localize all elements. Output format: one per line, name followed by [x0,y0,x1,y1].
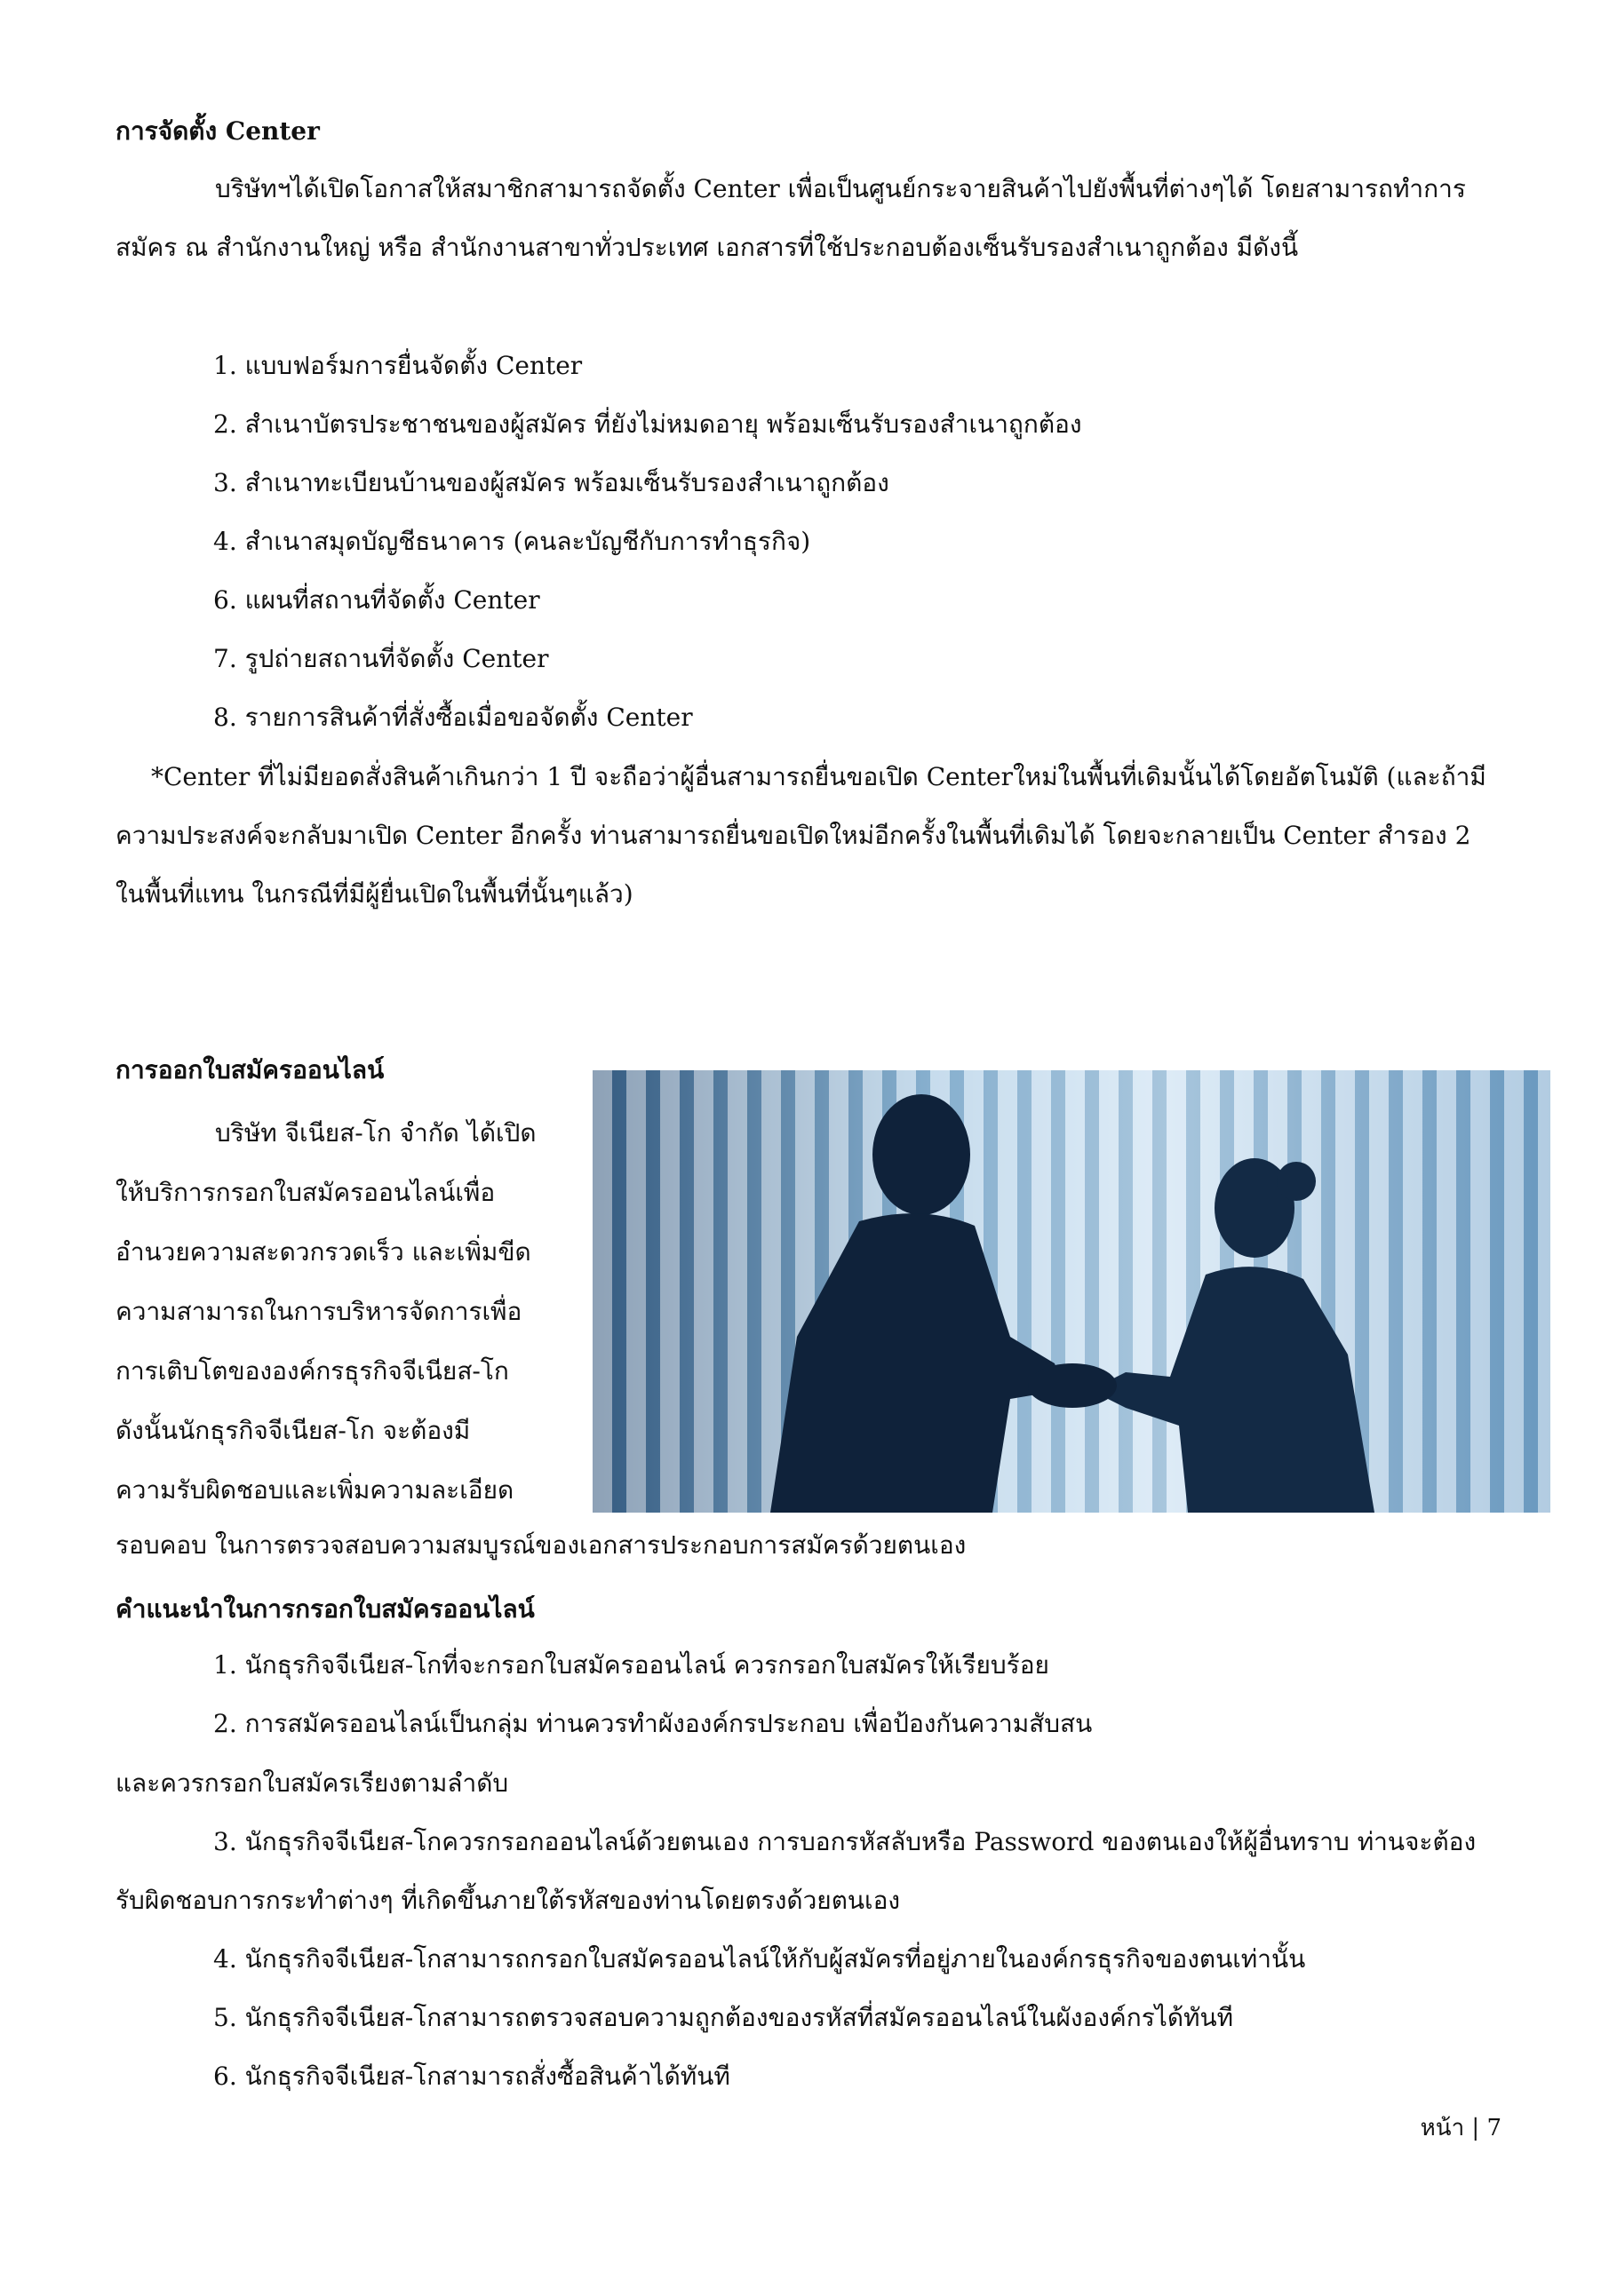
page-number: หน้า | 7 [1420,2115,1502,2141]
center-note [116,748,1502,924]
online-line: อำนวยความสะดวกรวดเร็ว และเพิ่มขีด [116,1237,531,1267]
guidance-item: 2. การสมัครออนไลน์เป็นกลุ่ม ท่านควรทำผังองค์กรประกอบ เพื่อป้องกันความสับสน [213,1709,1093,1738]
guidance-item-text: 3. นักธุรกิจจีเนียส-โกควรกรอกออนไลน์ด้วยตนเอง การบอกรหัสลับหรือ Password ของตนเองให้ผู้อื่นทราบ ท่านจะต้องรับผิดชอบการกระทำต่างๆ ที่เกิดขึ้นภายใต้รหัสของท่านโดยตรงด้วยตนเอง [116,1827,1477,1915]
online-line: ดังนั้นนักธุรกิจจีเนียส-โก จะต้องมี [116,1416,471,1445]
online-line: บริษัท จีเนียส-โก จำกัด ได้เปิด [215,1118,537,1148]
online-line: การเติบโตขององค์กรธุรกิจจีเนียส-โก [116,1356,509,1386]
online-application-last-line: รอบคอบ ในการตรวจสอบความสมบูรณ์ของเอกสารประกอบการสมัครด้วยตนเอง [116,1530,967,1560]
guidance-item [116,1813,1502,1930]
guidance-item: 6. นักธุรกิจจีเนียส-โกสามารถสั่งซื้อสินค้าได้ทันที [213,2062,730,2091]
online-line: ความรับผิดชอบและเพิ่มความละเอียด [116,1475,514,1505]
center-setup-intro [116,160,1502,277]
document-list-item: 3. สำเนาทะเบียนบ้านของผู้สมัคร พร้อมเซ็นรับรองสำเนาถูกต้อง [213,468,889,497]
center-note-text: *Center ที่ไม่มียอดสั่งสินค้าเกินกว่า 1 ปี จะถือว่าผู้อื่นสามารถยื่นขอเปิด Centerใหม่ในพื้นที่เดิมนั้นได้โดยอัตโนมัติ (และถ้ามีความประสงค์จะกลับมาเปิด Center อีกครั้ง ท่านสามารถยื่นขอเปิดใหม่อีกครั้งในพื้นที่เดิมได้ โดยจะกลายเป็น Center สำรอง 2 ในพื้นที่แทน ในกรณีที่มีผู้ยื่นเปิดในพื้นที่นั้นๆแล้ว) [116,762,1486,909]
guidance-item-continuation: และควรกรอกใบสมัครเรียงตามลำดับ [116,1768,509,1798]
document-list-item: 1. แบบฟอร์มการยื่นจัดตั้ง Center [213,351,583,380]
online-line: ให้บริการกรอกใบสมัครออนไลน์เพื่อ [116,1178,496,1207]
section-title-online-guidance: คำแนะนำในการกรอกใบสมัครออนไลน์ [116,1594,535,1624]
center-setup-intro-text: บริษัทฯได้เปิดโอกาสให้สมาชิกสามารถจัดตั้ง Center เพื่อเป็นศูนย์กระจายสินค้าไปยังพื้นที่ต่างๆได้ โดยสามารถทำการสมัคร ณ สำนักงานใหญ่ หรือ สำนักงานสาขาทั่วประเทศ เอกสารที่ใช้ประกอบต้องเซ็นรับรองสำเนาถูกต้อง มีดังนี้ [116,174,1466,262]
guidance-item: 5. นักธุรกิจจีเนียส-โกสามารถตรวจสอบความถูกต้องของรหัสที่สมัครออนไลน์ในผังองค์กรได้ทันที [213,2003,1234,2032]
guidance-item: 1. นักธุรกิจจีเนียส-โกที่จะกรอกใบสมัครออนไลน์ ควรกรอกใบสมัครให้เรียบร้อย [213,1650,1049,1680]
document-list-item: 2. สำเนาบัตรประชาชนของผู้สมัคร ที่ยังไม่หมดอายุ พร้อมเซ็นรับรองสำเนาถูกต้อง [213,409,1082,439]
guidance-item: 4. นักธุรกิจจีเนียส-โกสามารถกรอกใบสมัครออนไลน์ให้กับผู้สมัครที่อยู่ภายในองค์กรธุรกิจของตนเท่านั้น [213,1944,1306,1974]
section-title-center-setup: การจัดตั้ง Center [116,116,320,146]
handshake-photo [593,1070,1550,1513]
document-list-item: 8. รายการสินค้าที่สั่งซื้อเมื่อขอจัดตั้ง Center [213,703,693,732]
document-list-item: 6. แผนที่สถานที่จัดตั้ง Center [213,585,540,615]
online-line: ความสามารถในการบริหารจัดการเพื่อ [116,1297,522,1326]
section-title-online-application: การออกใบสมัครออนไลน์ [116,1055,385,1084]
document-list-item: 4. สำเนาสมุดบัญชีธนาคาร (คนละบัญชีกับการทำธุรกิจ) [213,527,811,556]
online-application-body [116,1103,569,1520]
document-list-item: 7. รูปถ่ายสถานที่จัดตั้ง Center [213,644,549,673]
